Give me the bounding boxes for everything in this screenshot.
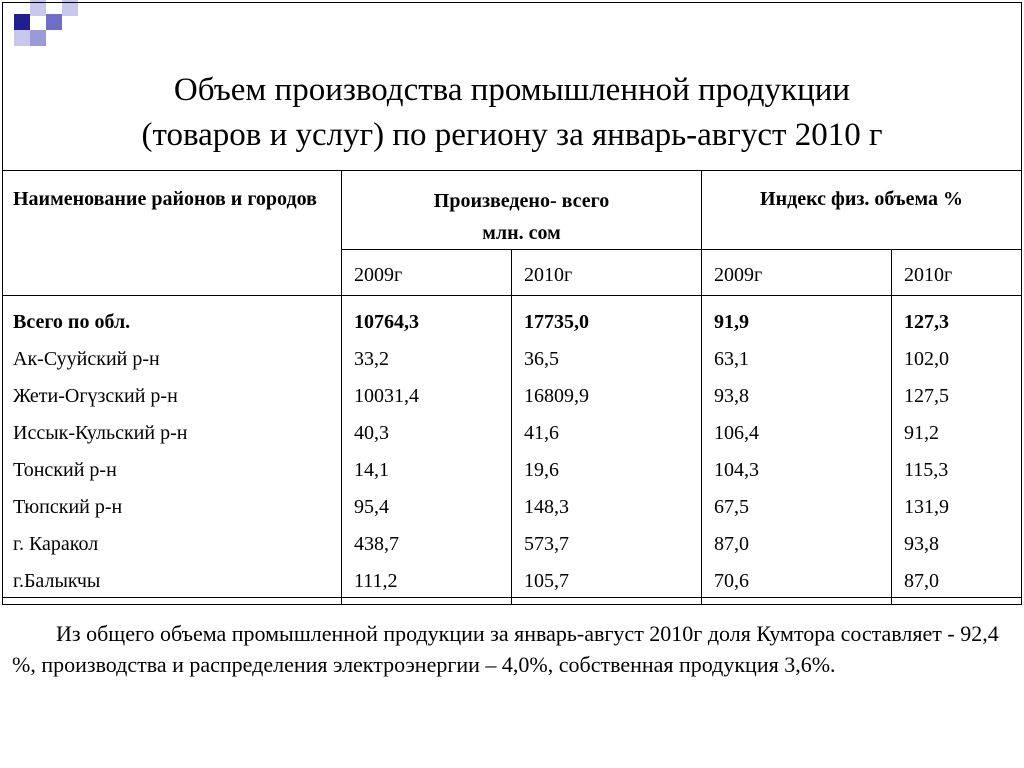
column-index-2010	[892, 296, 1022, 605]
header-produced	[342, 171, 702, 250]
produced-2010-value: 36,5	[524, 348, 559, 370]
column-produced-2010	[512, 296, 702, 605]
produced-2009-value: 10764,3	[354, 311, 419, 333]
produced-2009-value: 10031,4	[354, 385, 419, 407]
year-header: 2010г	[892, 250, 1022, 296]
index-2009-value: 91,9	[714, 311, 749, 333]
region-name: Ак-Сууйский р-н	[13, 348, 160, 370]
footnote-text: Из общего объема промышленной продукции за январь-август 2010г доля Кумтора составляет - 92,4 %, производства и распределения электроэнергии – 4,0%, собственная продукция 3,6%.	[12, 621, 999, 677]
produced-2010-value: 105,7	[524, 570, 569, 592]
data-body	[3, 296, 1022, 605]
region-name: Тюпский р-н	[13, 496, 123, 518]
column-index-2009	[702, 296, 892, 605]
production-table	[2, 170, 1022, 605]
column-produced-2009	[342, 296, 512, 605]
produced-2009-value: 33,2	[354, 348, 389, 370]
produced-2010-value: 41,6	[524, 422, 559, 444]
produced-2010-value: 19,6	[524, 459, 559, 481]
index-2009-value: 104,3	[714, 459, 759, 481]
produced-2009-value: 95,4	[354, 496, 389, 518]
year-header: 2009г	[342, 250, 512, 296]
index-2010-value: 93,8	[904, 533, 939, 555]
index-2010-value: 102,0	[904, 348, 949, 370]
title-line-2: (товаров и услуг) по региону за январь-август 2010 г	[141, 117, 883, 153]
produced-2009-value: 438,7	[354, 533, 399, 555]
slide-title	[0, 68, 1024, 158]
produced-2010-value: 17735,0	[524, 311, 589, 333]
index-2010-value: 91,2	[904, 422, 939, 444]
produced-2009-value: 111,2	[354, 570, 398, 592]
footnote	[12, 618, 1012, 680]
header-index: Индекс физ. объема %	[702, 171, 1022, 250]
column-region-names	[3, 296, 342, 605]
region-name: г.Балыкчы	[13, 570, 101, 592]
header-row	[3, 171, 1022, 250]
index-2010-value: 87,0	[904, 570, 939, 592]
produced-2010-value: 573,7	[524, 533, 569, 555]
region-name: Иссык-Кульский р-н	[13, 422, 188, 444]
index-2009-value: 70,6	[714, 570, 749, 592]
region-name: Всего по обл.	[13, 311, 131, 333]
region-name: Жети-Огүзский р-н	[13, 385, 178, 407]
header-produced-line1: Произведено- всего	[433, 190, 610, 212]
index-2009-value: 63,1	[714, 348, 749, 370]
index-2009-value: 87,0	[714, 533, 749, 555]
year-header: 2010г	[512, 250, 702, 296]
index-2009-value: 93,8	[714, 385, 749, 407]
region-name: Тонский р-н	[13, 459, 117, 481]
region-name: г. Каракол	[13, 533, 99, 555]
header-produced-line2: млн. сом	[482, 222, 561, 244]
index-2009-value: 106,4	[714, 422, 759, 444]
index-2009-value: 67,5	[714, 496, 749, 518]
index-2010-value: 127,3	[904, 311, 949, 333]
produced-2009-value: 40,3	[354, 422, 389, 444]
index-2010-value: 115,3	[904, 459, 949, 481]
year-header: 2009г	[702, 250, 892, 296]
index-2010-value: 131,9	[904, 496, 949, 518]
header-name: Наименование районов и городов	[3, 171, 342, 296]
title-line-1: Объем производства промышленной продукции	[173, 72, 851, 108]
produced-2010-value: 148,3	[524, 496, 569, 518]
produced-2010-value: 16809,9	[524, 385, 589, 407]
produced-2009-value: 14,1	[354, 459, 389, 481]
index-2010-value: 127,5	[904, 385, 949, 407]
